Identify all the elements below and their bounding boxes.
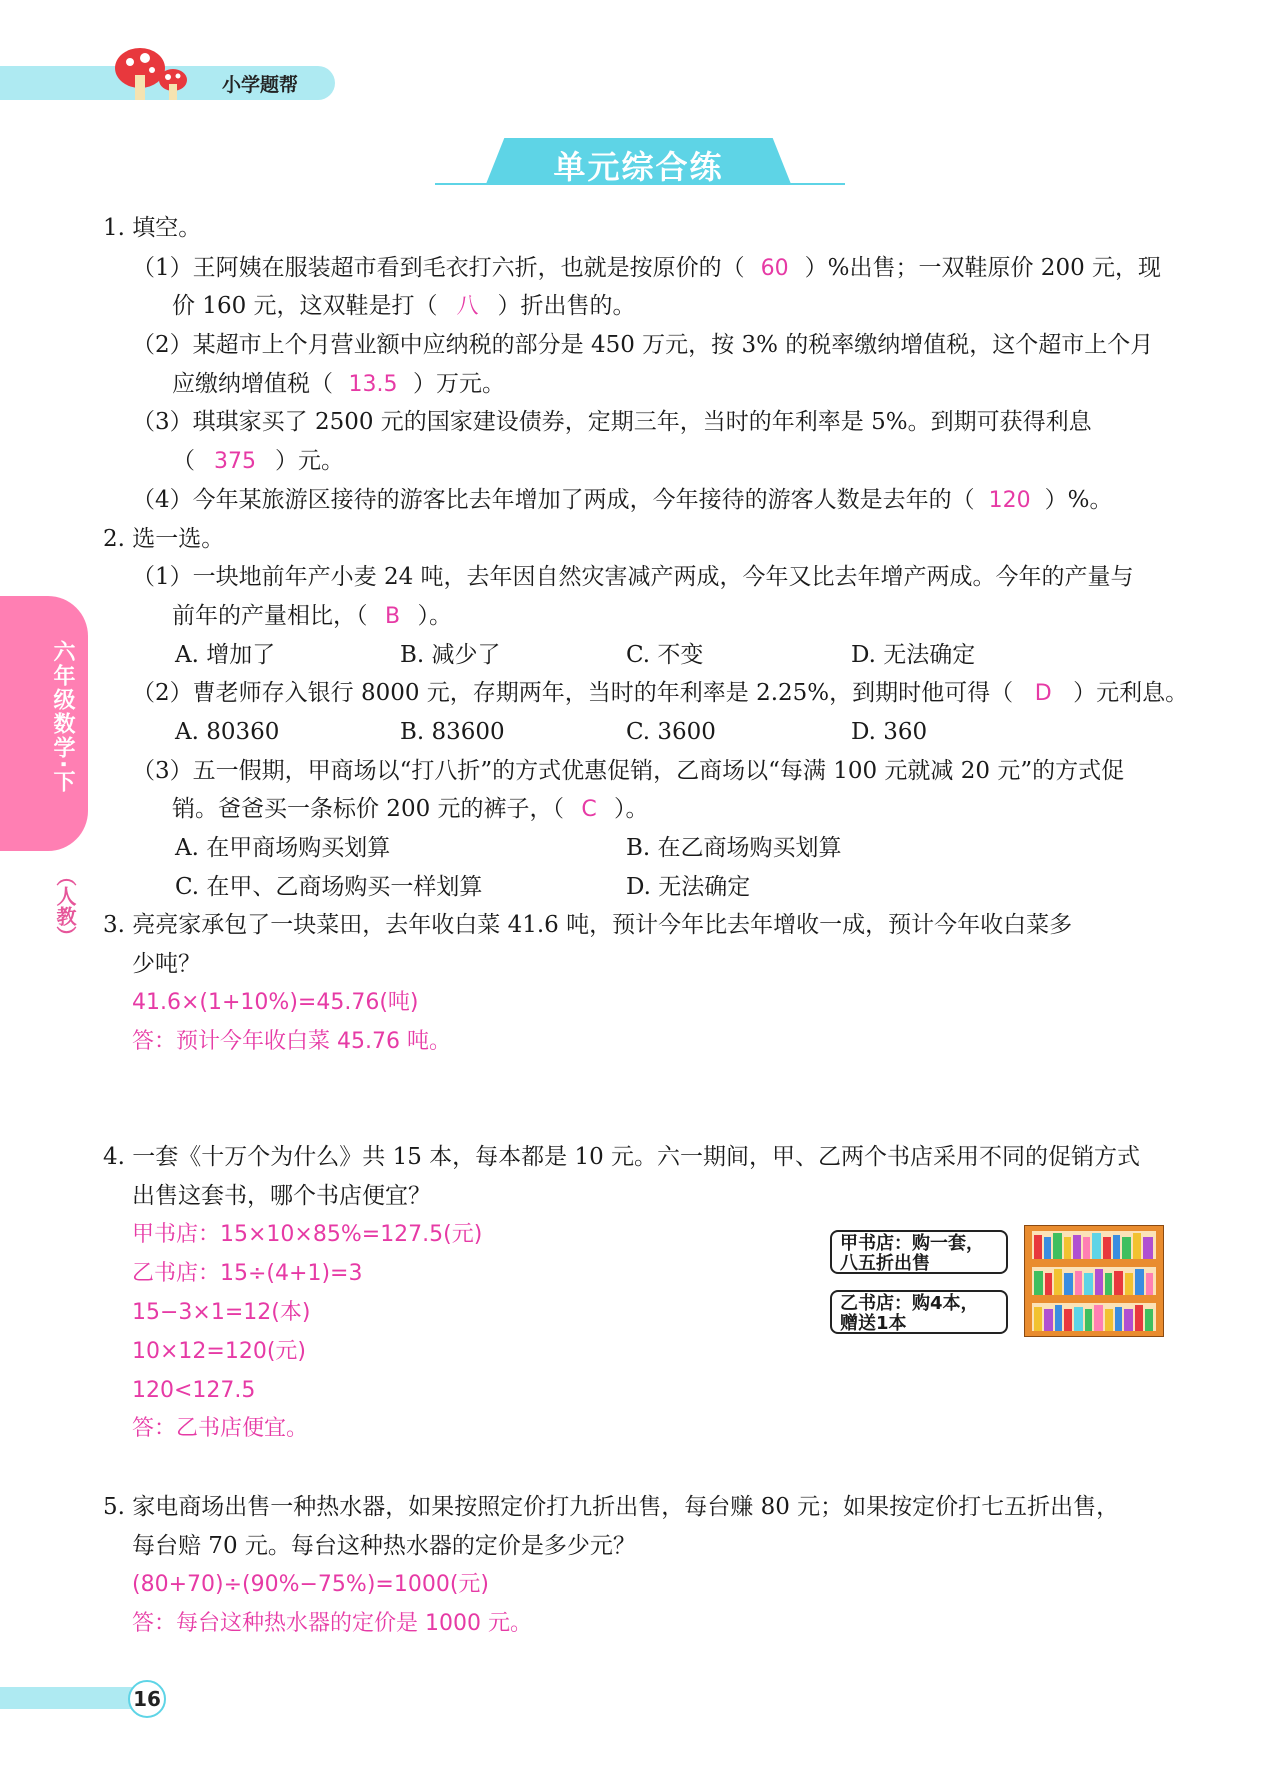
q1-p4-text-a: （4）今年某旅游区接待的游客比去年增加了两成，今年接待的游客人数是去年的（ [132,487,975,513]
page-title: 单元综合练 [553,148,724,186]
q2-p3-text-c: ）。 [614,796,649,822]
q2-p3-option-d: D. 无法确定 [626,874,751,900]
q1-p1-answer1: 60 [760,256,789,281]
q3-answer-text: 答：预计今年收白菜 45.76 吨。 [132,1029,451,1054]
q2-p2-text-b: ）元利息。 [1073,680,1189,706]
q1-p1-line1 [132,253,1161,284]
q1-p1-text-a: （1）王阿姨在服装超市看到毛衣打六折，也就是按原价的（ [132,255,745,281]
q1-p3-line2 [172,446,344,477]
q1-p1-text-d: ）折出售的。 [497,293,636,319]
q1-p2-line2 [172,369,505,400]
side-tab-label: 六年级数学·下 [50,640,75,795]
q2-p1-line1: （1）一块地前年产小麦 24 吨，去年因自然灾害减产两成，今年又比去年增产两成。今年的产量与 [132,564,1134,590]
q3-line1: 3. 亮亮家承包了一块菜田，去年收白菜 41.6 吨，预计今年比去年增收一成，预计今年收白菜多 [103,912,1073,938]
q2-p3-line2 [172,794,649,825]
q2-p1-option-a: A. 增加了 [175,642,276,668]
q1-p2-text-c: ）万元。 [413,371,505,397]
q2-p3-answer: C [581,797,597,822]
q2-p1-line2 [172,601,452,632]
q5-line2: 每台赔 70 元。每台这种热水器的定价是多少元？ [132,1533,636,1559]
q5-answer-text: 答：每台这种热水器的定价是 1000 元。 [132,1611,532,1636]
q4-answer-line-1: 甲书店：15×10×85%=127.5(元) [132,1222,483,1247]
q4-answer-line-2: 乙书店：15÷(4+1)=3 [132,1261,363,1286]
q2-p1-text-b: 前年的产量相比，（ [172,603,368,629]
q4-line1: 4. 一套《十万个为什么》共 15 本，每本都是 10 元。六一期间，甲、乙两个书店采用不同的促销方式 [103,1144,1141,1170]
q2-p1-option-b: B. 减少了 [400,642,501,668]
q2-p1-answer: B [384,604,401,629]
q2-p3-option-b: B. 在乙商场购买划算 [626,835,842,861]
promo-box-yi [830,1290,1008,1334]
q1-p3-answer: 375 [214,449,256,474]
q1-p2-answer: 13.5 [348,372,398,397]
q2-p3-line1: （3）五一假期，甲商场以“打八折”的方式优惠促销，乙商场以“每满 100 元就减 20 元”的方式促 [132,758,1125,784]
page-number: 16 [128,1680,166,1718]
brand-name: 小学题帮 [222,74,299,96]
q1-p1-text-c: 价 160 元，这双鞋是打（ [172,293,438,319]
promo-box-jia [830,1230,1008,1274]
q1-p3-text-b: （ [172,448,195,474]
q5-line1: 5. 家电商场出售一种热水器，如果按照定价打九折出售，每台赚 80 元；如果按定价打七五折出售， [103,1494,1120,1520]
q5-answer-calc: (80+70)÷(90%−75%)=1000(元) [132,1572,490,1597]
q2-p2-option-c: C. 3600 [626,719,716,745]
q4-answer-line-4: 10×12=120(元) [132,1339,307,1364]
q2-p1-option-c: C. 不变 [626,642,704,668]
q4-answer-line-5: 120<127.5 [132,1378,256,1403]
q1-p4-line1 [132,485,1113,516]
side-tab-sub: （人教） [53,866,77,946]
mushroom-icon [110,40,195,105]
footer-bar [0,1687,145,1709]
q2-p2-answer: D [1034,681,1052,706]
promo-jia-line1: 甲书店：购一套， [840,1233,984,1254]
q2-title: 2. 选一选。 [103,526,225,552]
q2-p2-option-b: B. 83600 [400,719,505,745]
promo-jia-line2: 八五折出售 [840,1253,930,1274]
q1-p4-answer: 120 [988,488,1031,513]
q2-p1-option-d: D. 无法确定 [851,642,976,668]
q2-p1-text-c: ）。 [417,603,452,629]
bookshelf-icon [1024,1225,1164,1337]
q2-p3-option-c: C. 在甲、乙商场购买一样划算 [175,874,483,900]
q3-answer-calc: 41.6×(1+10%)=45.76(吨) [132,990,419,1015]
q1-title: 1. 填空。 [103,215,202,241]
q1-p1-line2 [172,291,636,322]
q2-p3-option-a: A. 在甲商场购买划算 [175,835,391,861]
q2-p3-text-b: 销。爸爸买一条标价 200 元的裤子，（ [172,796,565,822]
promo-yi-line1: 乙书店：购4本， [840,1293,979,1314]
q2-p2-option-a: A. 80360 [175,719,280,745]
q1-p1-text-b: ）%出售；一双鞋原价 200 元，现 [804,255,1162,281]
q1-p2-line1: （2）某超市上个月营业额中应纳税的部分是 450 万元，按 3% 的税率缴纳增值税，这个超市上个月 [132,332,1154,358]
q2-p2-option-d: D. 360 [851,719,928,745]
q1-p4-text-b: ）%。 [1044,487,1113,513]
q4-line2: 出售这套书，哪个书店便宜？ [132,1183,431,1209]
q2-p2-line1 [132,678,1188,709]
q1-p1-answer2: 八 [456,294,479,319]
q1-p3-line1: （3）琪琪家买了 2500 元的国家建设债券，定期三年，当时的年利率是 5%。到期可获得利息 [132,409,1092,435]
q1-p2-text-b: 应缴纳增值税（ [172,371,333,397]
q1-p3-text-c: ）元。 [275,448,344,474]
promo-yi-line2: 赠送1本 [840,1313,907,1334]
q4-answer-line-6: 答：乙书店便宜。 [132,1416,309,1441]
q2-p2-text-a: （2）曹老师存入银行 8000 元，存期两年，当时的年利率是 2.25%，到期时他可得（ [132,680,1014,706]
q4-answer-line-3: 15−3×1=12(本) [132,1300,311,1325]
q3-line2: 少吨？ [132,951,201,977]
